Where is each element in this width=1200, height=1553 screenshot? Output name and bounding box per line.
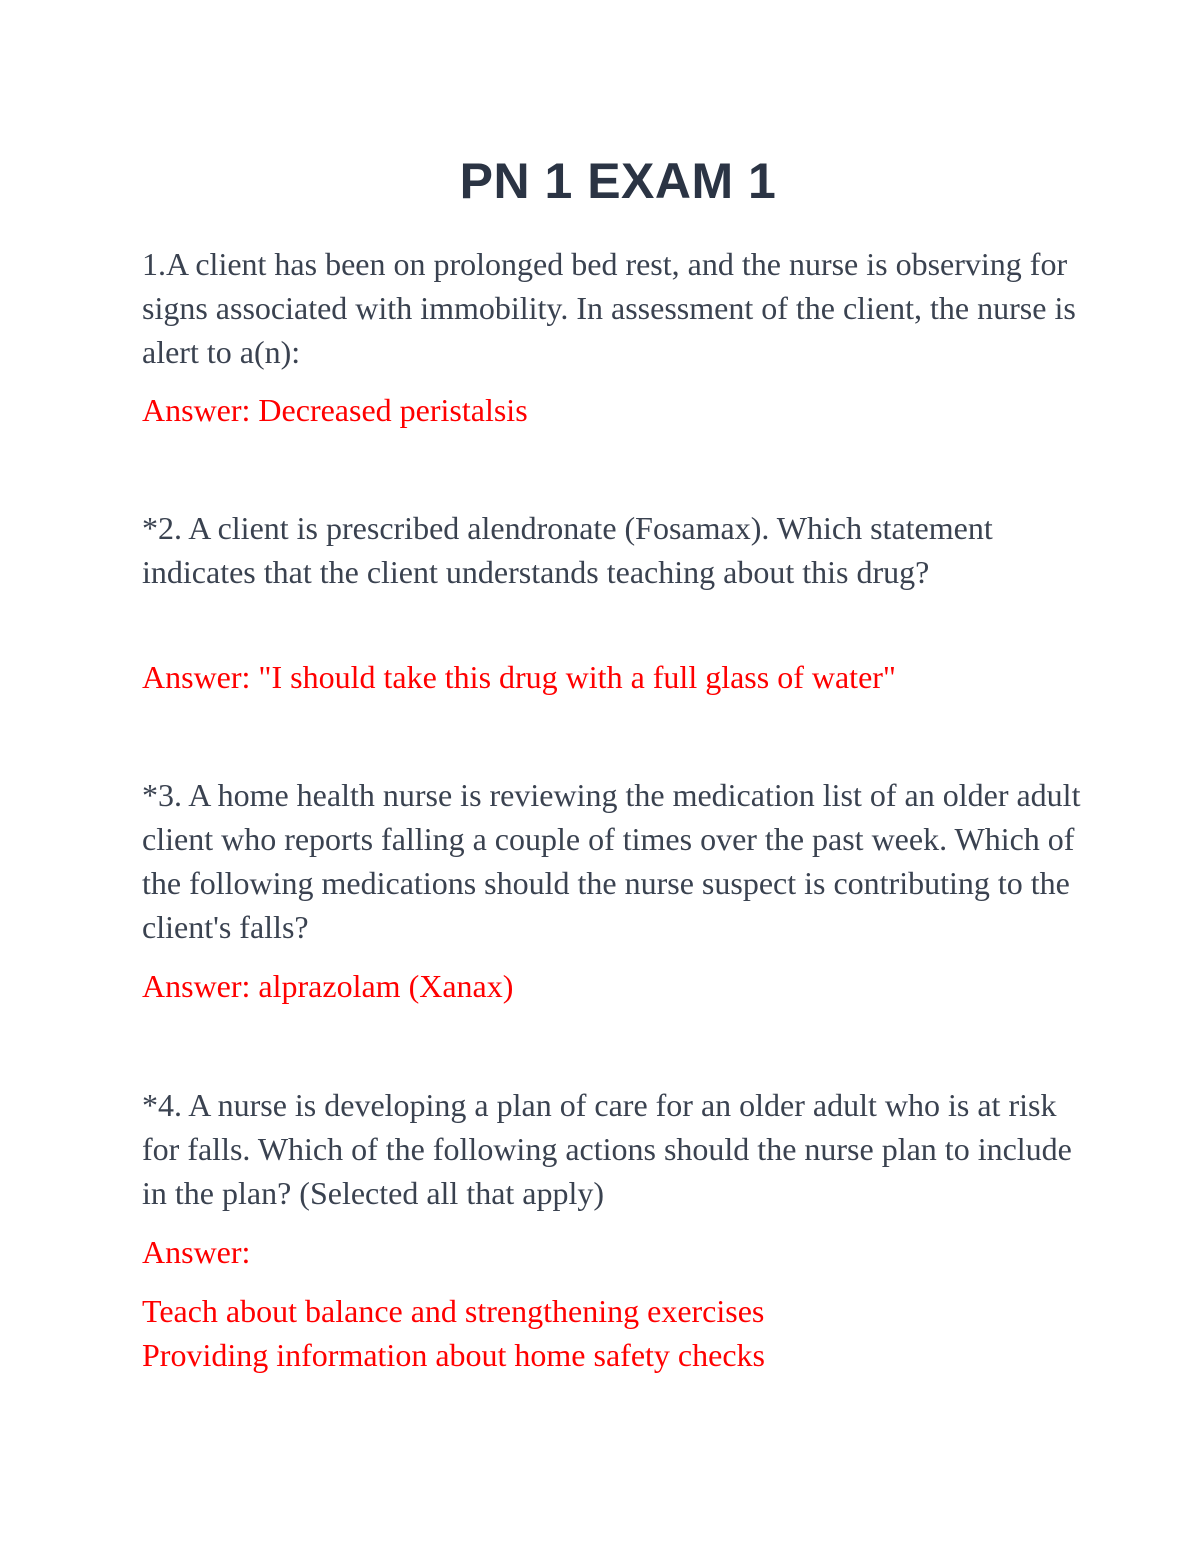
question-4-answer-line: Providing information about home safety checks xyxy=(142,1337,765,1373)
question-2-answer: Answer: "I should take this drug with a full glass of water" xyxy=(142,659,896,695)
question-1-answer: Answer: Decreased peristalsis xyxy=(142,392,528,428)
question-1-text: 1.A client has been on prolonged bed rest, and the nurse is observing for signs associated with immobility. In assessment of the client, the nurse is alert to a(n): xyxy=(142,246,1076,370)
question-4-text: *4. A nurse is developing a plan of care for an older adult who is at risk for falls. Which of the following actions should the nurse plan to include in the plan? (Selected all that apply) xyxy=(142,1087,1072,1211)
question-3-text: *3. A home health nurse is reviewing the medication list of an older adult client who reports falling a couple of times over the past week. Which of the following medications should the nurse suspect is contributing to the client's falls? xyxy=(142,777,1081,945)
question-3-answer: Answer: alprazolam (Xanax) xyxy=(142,968,514,1004)
question-4-answer-line: Teach about balance and strengthening exercises xyxy=(142,1293,765,1329)
question-2-text: *2. A client is prescribed alendronate (Fosamax). Which statement indicates that the client understands teaching about this drug? xyxy=(142,510,993,590)
question-4-answer: Answer: xyxy=(142,1234,251,1270)
page-title: PN 1 EXAM 1 xyxy=(459,153,777,209)
